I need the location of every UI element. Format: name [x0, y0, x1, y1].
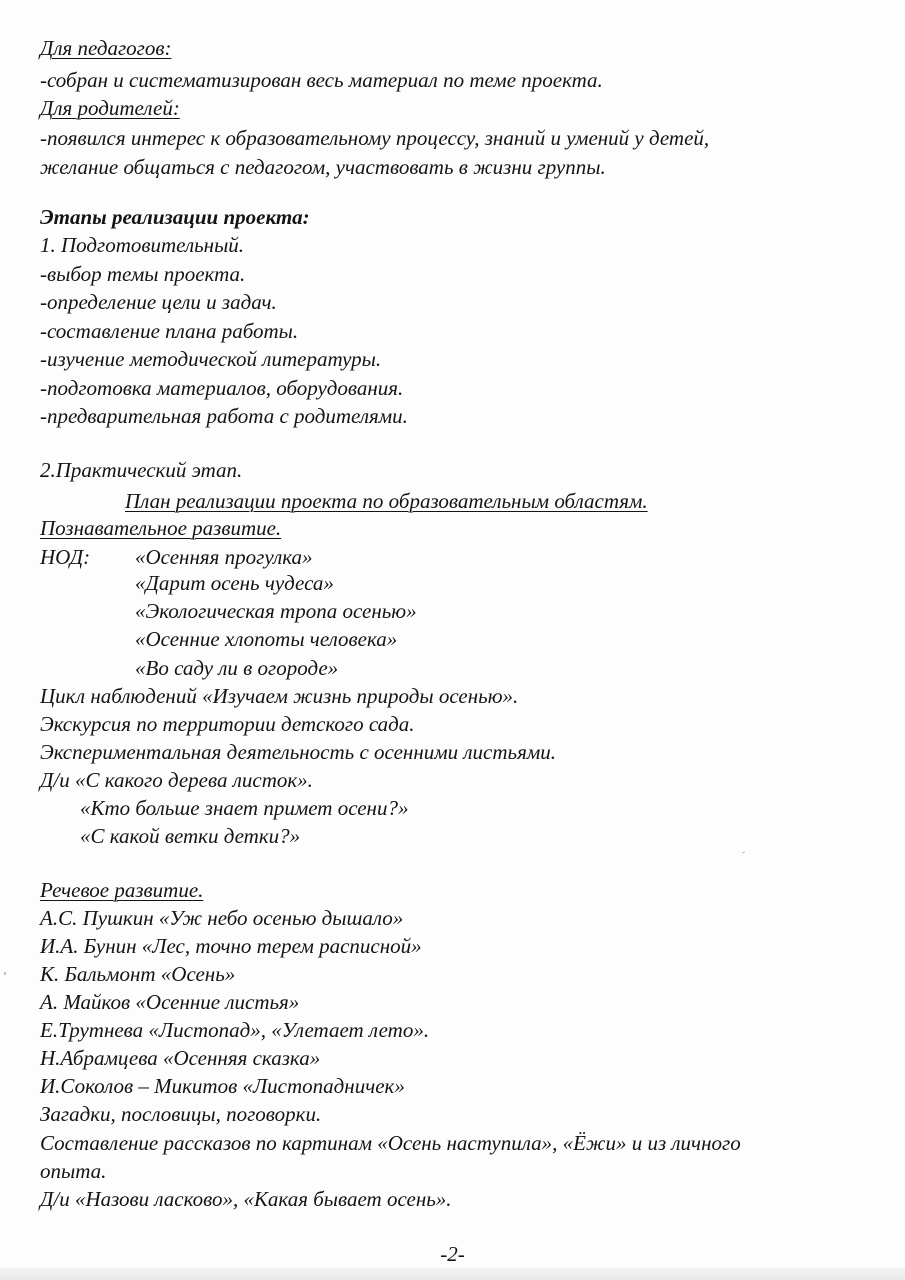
stage2-title: 2.Практический этап.: [40, 458, 243, 482]
stage1-title: 1. Подготовительный.: [40, 233, 245, 257]
speech-item: К. Бальмонт «Осень»: [40, 962, 236, 986]
scan-bottom-edge: [0, 1268, 905, 1280]
speech-item: А.С. Пушкин «Уж небо осенью дышало»: [40, 906, 404, 930]
stage1-item: -определение цели и задач.: [40, 290, 277, 314]
parents-heading: Для родителей:: [40, 96, 180, 120]
stage1-item: -подготовка материалов, оборудования.: [40, 376, 404, 400]
scan-speck: [4, 972, 6, 975]
cognitive-item: Д/и «С какого дерева листок».: [40, 768, 313, 792]
speech-heading: Речевое развитие.: [40, 878, 204, 902]
nod-item: «Во саду ли в огороде»: [135, 656, 339, 680]
cognitive-item: «С какой ветки детки?»: [80, 824, 301, 848]
teachers-text: -собран и систематизирован весь материал по теме проекта.: [40, 68, 603, 92]
speech-item: Загадки, пословицы, поговорки.: [40, 1102, 322, 1126]
nod-item: «Экологическая тропа осенью»: [135, 599, 417, 623]
parents-text-line-1: -появился интерес к образовательному процессу, знаний и умений у детей,: [40, 126, 710, 150]
cognitive-item: «Кто больше знает примет осени?»: [80, 796, 409, 820]
speech-item: Е.Трутнева «Листопад», «Улетает лето».: [40, 1018, 430, 1042]
speech-item: Составление рассказов по картинам «Осень наступила», «Ёжи» и из личного: [40, 1131, 741, 1155]
nod-item: «Осенняя прогулка»: [135, 545, 313, 569]
speech-item: Д/и «Назови ласково», «Какая бывает осень».: [40, 1187, 452, 1211]
parents-text-line-2: желание общаться с педагогом, участвовать в жизни группы.: [40, 155, 606, 179]
stages-heading: Этапы реализации проекта:: [40, 205, 310, 229]
speech-item: опыта.: [40, 1159, 107, 1183]
stage1-item: -выбор темы проекта.: [40, 262, 246, 286]
stage1-item: -составление плана работы.: [40, 319, 299, 343]
cognitive-item: Экспериментальная деятельность с осенними листьями.: [40, 740, 557, 764]
speech-item: И.А. Бунин «Лес, точно терем расписной»: [40, 934, 422, 958]
nod-item: «Дарит осень чудеса»: [135, 571, 334, 595]
cognitive-heading: Познавательное развитие.: [40, 516, 282, 540]
cognitive-item: Цикл наблюдений «Изучаем жизнь природы осенью».: [40, 684, 519, 708]
speech-item: А. Майков «Осенние листья»: [40, 990, 300, 1014]
scan-speck: [742, 851, 745, 853]
page-number: -2-: [440, 1242, 465, 1266]
nod-item: «Осенние хлопоты человека»: [135, 627, 398, 651]
stage1-item: -предварительная работа с родителями.: [40, 404, 408, 428]
cognitive-item: Экскурсия по территории детского сада.: [40, 712, 415, 736]
stage1-item: -изучение методической литературы.: [40, 347, 382, 371]
teachers-heading: Для педагогов:: [40, 36, 172, 60]
plan-title: План реализации проекта по образовательным областям.: [125, 489, 648, 513]
nod-label: НОД:: [40, 545, 91, 569]
speech-item: И.Соколов – Микитов «Листопадничек»: [40, 1074, 405, 1098]
speech-item: Н.Абрамцева «Осенняя сказка»: [40, 1046, 321, 1070]
